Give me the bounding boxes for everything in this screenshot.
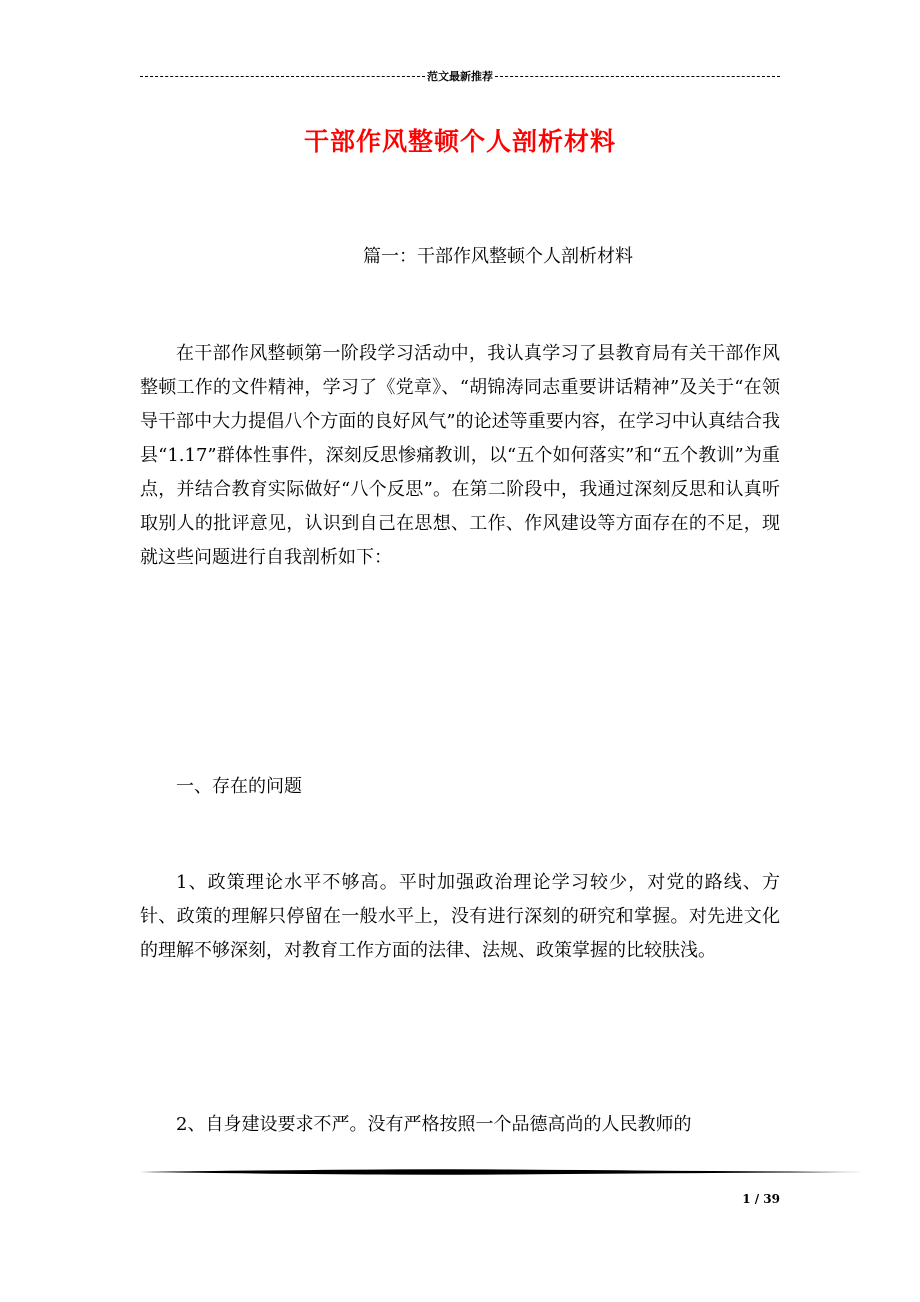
header-dash-right	[495, 76, 780, 77]
document-title: 干部作风整顿个人剖析材料	[303, 127, 616, 156]
section-heading: 一、存在的问题	[176, 776, 302, 797]
intro-paragraph: 在干部作风整顿第一阶段学习活动中，我认真学习了县教育局有关干部作风整顿工作的文件精神，学习了《党章》、“胡锦涛同志重要讲话精神”及关于“在领导干部中大力提倡八个方面的良好风气”的论述等重要内容，在学习中认真结合我县“1.17”群体性事件，深刻反思惨痛教训，以“五个如何落实”和“五个教训”为重点，并结合教育实际做好“八个反思”。在第二阶段中，我通过深刻反思和认真听取别人的批评意见，认识到自己在思想、工作、作风建设等方面存在的不足，现就这些问题进行自我剖析如下：	[140, 343, 780, 568]
header-dash-left	[140, 76, 425, 77]
item-2-paragraph: 2、自身建设要求不严。没有严格按照一个品德高尚的人民教师的	[176, 1114, 692, 1135]
page-number: 1 / 39	[742, 1192, 780, 1206]
page-header	[140, 68, 780, 84]
header-label: 范文最新推荐	[427, 71, 493, 83]
footer-rule	[140, 1168, 864, 1176]
item-1-paragraph: 1、政策理论水平不够高。平时加强政治理论学习较少，对党的路线、方针、政策的理解只停留在一般水平上，没有进行深刻的研究和掌握。对先进文化的理解不够深刻，对教育工作方面的法律、法规、政策掌握的比较肤浅。	[140, 872, 780, 961]
document-subtitle: 篇一：干部作风整顿个人剖析材料	[363, 246, 633, 267]
